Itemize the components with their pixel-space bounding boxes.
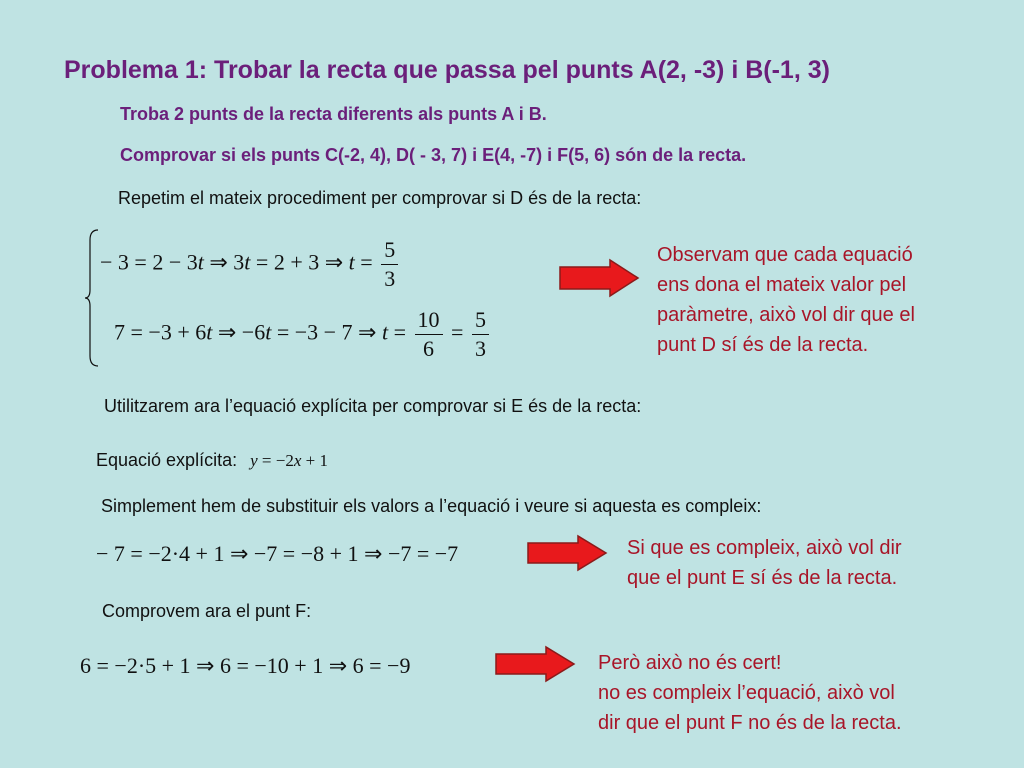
equation-point-f: 6 = −2·5 + 1 ⇒ 6 = −10 + 1 ⇒ 6 = −9	[80, 653, 411, 678]
text-repetim: Repetim el mateix procediment per comprovar si D és de la recta:	[118, 188, 642, 208]
red-arrow-icon	[494, 645, 578, 683]
note-point-d: Observam que cada equació ens dona el mateix valor pel paràmetre, això vol dir que el punt D sí és de la recta.	[657, 244, 915, 356]
red-arrow-icon	[558, 258, 642, 298]
page-title: Problema 1: Trobar la recta que passa pel punts A(2, -3) i B(-1, 3)	[64, 56, 830, 84]
text-utilitzarem: Utilitzarem ara l’equació explícita per comprovar si E és de la recta:	[104, 396, 642, 416]
fraction-5-3: $\frac{5}{3}$	[381, 236, 398, 293]
fraction-5-3-b: $\frac{5}{3}$	[472, 306, 489, 363]
note-point-f: Però això no és cert! no es compleix l’equació, això vol dir que el punt F no és de la recta.	[598, 652, 902, 734]
subtitle-check-points: Comprovar si els punts C(-2, 4), D( - 3, 7) i E(4, -7) i F(5, 6) són de la recta.	[120, 145, 747, 165]
equation-point-e: − 7 = −2·4 + 1 ⇒ −7 = −8 + 1 ⇒ −7 = −7	[96, 541, 459, 566]
subtitle-find-points: Troba 2 punts de la recta diferents als punts A i B.	[120, 104, 547, 124]
system-equation-1: − 3 = 2 − 3t ⇒ 3t = 2 + 3 ⇒ t = $\frac{5}{3}$	[100, 236, 401, 293]
system-equation-2: 7 = −3 + 6t ⇒ −6t = −3 − 7 ⇒ t = $\frac{10}{6}$ = $\frac{5}{3}$	[114, 306, 492, 363]
red-arrow-icon	[526, 534, 610, 572]
fraction-10-6: $\frac{10}{6}$	[415, 306, 443, 363]
text-comprovem: Comprovem ara el punt F:	[102, 601, 312, 621]
text-simplement: Simplement hem de substituir els valors a l’equació i veure si aquesta es compleix:	[101, 496, 762, 516]
note-point-e: Si que es compleix, això vol dir que el punt E sí és de la recta.	[627, 537, 902, 589]
system-brace	[84, 228, 100, 368]
explicit-equation: Equació explícita: y = −2x + 1	[96, 450, 328, 470]
